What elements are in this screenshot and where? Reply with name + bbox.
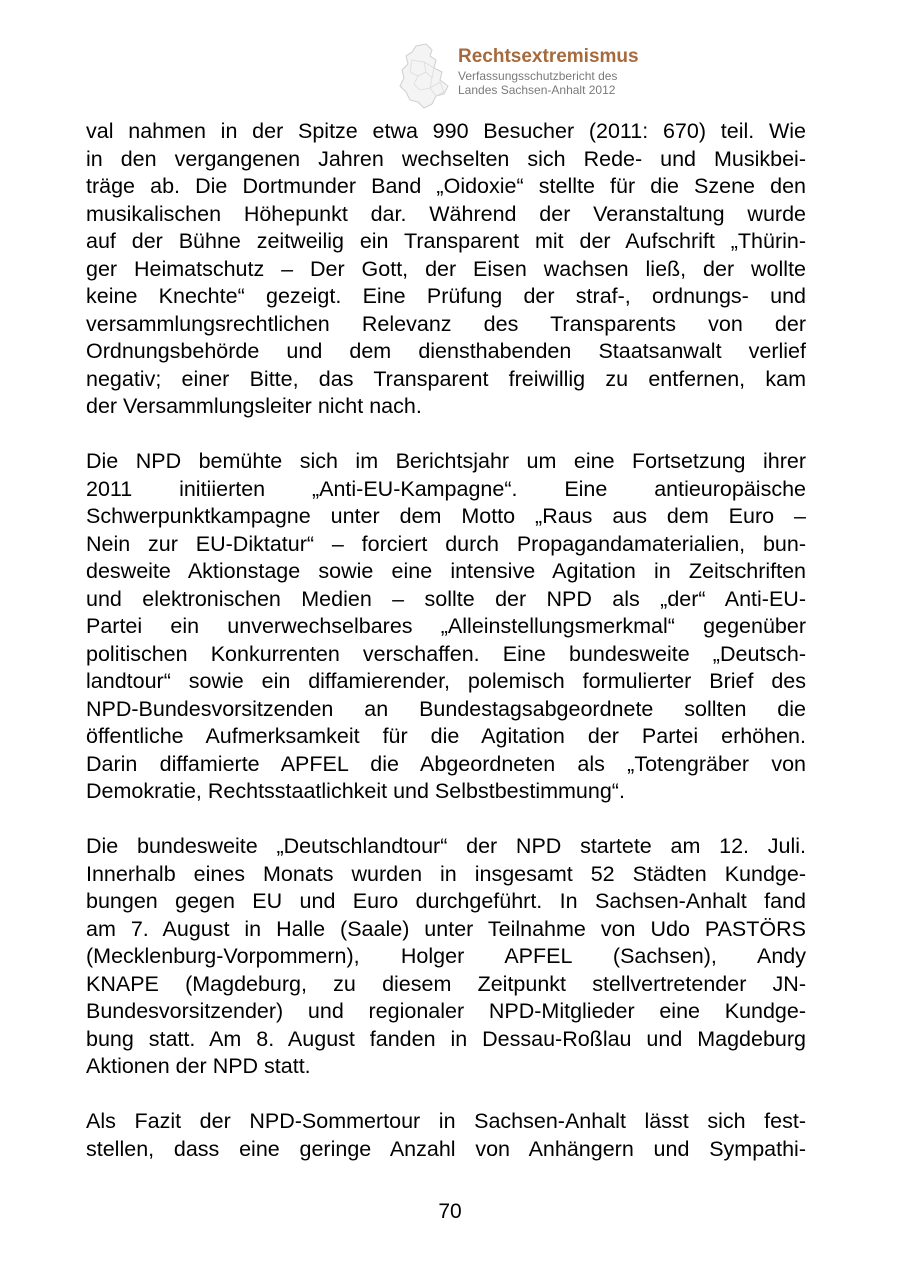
text-line: Die bundesweite „Deutschlandtour“ der NPD startete am 12. Juli. [86,834,806,858]
text-line: versammlungsrechtlichen Relevanz des Transparents von der [86,311,806,336]
text-line: 2011 initiierten „Anti-EU-Kampagne“. Eine antieuropäische [86,476,806,501]
text-line: musikalischen Höhepunkt dar. Während der Veranstaltung wurde [86,201,806,226]
text-line: Darin diffamierte APFEL die Abgeordneten als „Totengräber von [86,751,806,776]
text-line: Schwerpunktkampagne unter dem Motto „Raus aus dem Euro – [86,504,806,528]
text-line: desweite Aktionstage sowie eine intensive Agitation in Zeitschriften [86,559,806,583]
text-line: öffentliche Aufmerksamkeit für die Agitation der Partei erhöhen. [86,724,806,748]
text-line: politischen Konkurrenten verschaffen. Eine bundesweite „Deutsch- [86,641,806,666]
text-line: ger Heimatschutz – Der Gott, der Eisen wachsen ließ, der wollte [86,256,806,281]
header-subtitle-line2: Landes Sachsen-Anhalt 2012 [458,83,616,97]
text-line: Innerhalb eines Monats wurden in insgesamt 52 Städten Kundge- [86,861,806,886]
paragraph [86,1108,806,1163]
text-line: KNAPE (Magdeburg, zu diesem Zeitpunkt stellvertretender JN- [86,971,806,996]
text-line: negativ; einer Bitte, das Transparent freiwillig zu entfernen, kam [86,366,806,391]
text-line: landtour“ sowie ein diffamierender, polemisch formulierter Brief des [86,669,806,693]
text-line: stellen, dass eine geringe Anzahl von Anhängern und Sympathi- [86,1136,806,1161]
text-line: in den vergangenen Jahren wechselten sich Rede- und Musikbei- [86,146,806,171]
text-line: val nahmen in der Spitze etwa 990 Besucher (2011: 670) teil. Wie [86,119,806,143]
body-text [86,118,806,1163]
text-line: am 7. August in Halle (Saale) unter Teilnahme von Udo PASTÖRS [86,916,806,941]
text-line: keine Knechte“ gezeigt. Eine Prüfung der straf-, ordnungs- und [86,284,806,308]
paragraph [86,448,806,806]
text-line: Aktionen der NPD statt. [86,1054,311,1078]
paragraph-gap [86,806,806,834]
header-subtitle-line1: Verfassungsschutzbericht des [458,69,618,83]
text-line: bung statt. Am 8. August fanden in Dessau-Roßlau und Magdeburg [86,1026,806,1051]
text-line: Als Fazit der NPD-Sommertour in Sachsen-Anhalt lässt sich fest- [86,1109,806,1133]
text-line: Ordnungsbehörde und dem diensthabenden Staatsanwalt verlief [86,339,806,363]
page-header [396,42,686,114]
paragraph [86,118,806,421]
text-line: NPD-Bundesvorsitzenden an Bundestagsabgeordnete sollten die [86,696,806,721]
header-title: Rechtsextremismus [458,46,639,67]
paragraph-gap [86,1081,806,1109]
text-line: träge ab. Die Dortmunder Band „Oidoxie“ stellte für die Szene den [86,174,806,198]
text-line: der Versammlungsleiter nicht nach. [86,394,422,418]
saxony-anhalt-map-icon [396,42,456,114]
text-line: Partei ein unverwechselbares „Alleinstellungsmerkmal“ gegenüber [86,614,806,638]
text-line: Bundesvorsitzender) und regionaler NPD-Mitglieder eine Kundge- [86,999,806,1023]
paragraph [86,833,806,1081]
page-number: 70 [438,1200,462,1223]
text-line: Nein zur EU-Diktatur“ – forciert durch Propagandamaterialien, bun- [86,531,806,556]
text-line: (Mecklenburg-Vorpommern), Holger APFEL (Sachsen), Andy [86,944,806,968]
text-line: und elektronischen Medien – sollte der NPD als „der“ Anti-EU- [86,586,806,611]
paragraph-gap [86,421,806,449]
text-line: Die NPD bemühte sich im Berichtsjahr um eine Fortsetzung ihrer [86,449,806,473]
text-line: auf der Bühne zeitweilig ein Transparent mit der Aufschrift „Thürin- [86,229,806,253]
text-line: Demokratie, Rechtsstaatlichkeit und Selbstbestimmung“. [86,779,625,803]
text-line: bungen gegen EU und Euro durchgeführt. In Sachsen-Anhalt fand [86,889,806,913]
